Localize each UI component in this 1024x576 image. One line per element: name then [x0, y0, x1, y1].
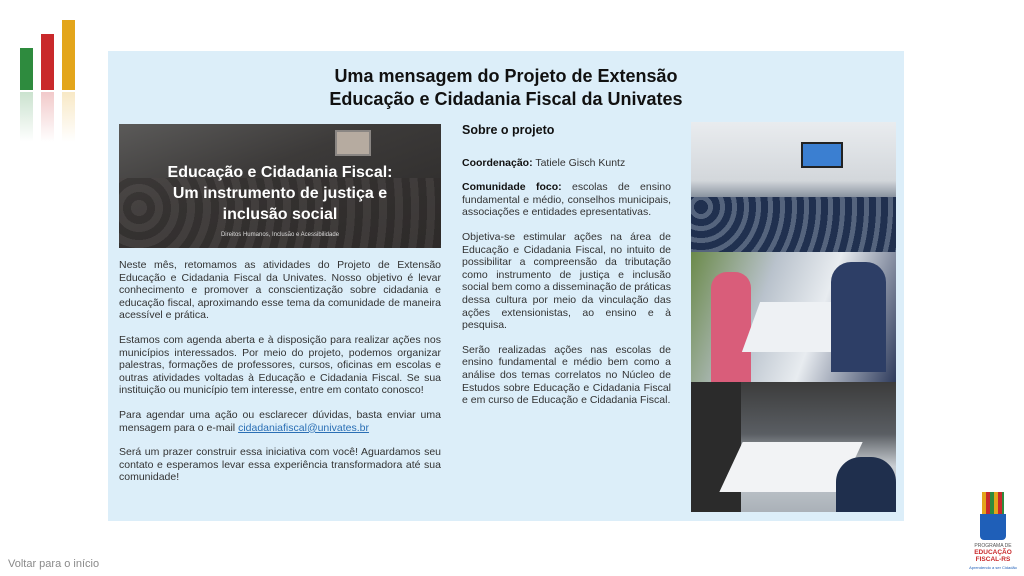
community-label: Comunidade foco: — [462, 181, 562, 194]
hero-subtitle: Direitos Humanos, Inclusão e Acessibilidade — [220, 232, 340, 238]
contact-email-link[interactable]: cidadaniafiscal@univates.br — [238, 421, 369, 434]
brand-bars-logo — [20, 10, 80, 150]
page-title — [108, 65, 904, 111]
coordination-value: Tatiele Gisch Kuntz — [532, 156, 626, 169]
intro-paragraph-2: Estamos com agenda aberta e à disposição para realizar ações nos municípios interessados. Por meio do projeto, podemos organizar palestras, formações de professores, cursos, oficinas em escolas e outras atividades voltadas à Educação e Cidadania Fiscal. Se sua instituição ou município tem interesse, entre em contato conosco! — [119, 333, 441, 397]
objective-paragraph: Objetiva-se estimular ações na área de Educação e Cidadania Fiscal, no intuito de possibilitar a compreensão da tributação como instrumento de justiça e inclusão social bem como a disseminação de práticas dessa cultura por meio da vinculação das ações extensionistas, ao ensino e à pesquisa. — [462, 230, 671, 332]
about-heading: Sobre o projeto — [462, 123, 555, 137]
student-navy-shirt — [831, 262, 886, 372]
red-bar-reflection — [41, 92, 54, 142]
projector-screen — [801, 142, 843, 168]
yellow-bar-reflection — [62, 92, 75, 142]
coordination-line — [462, 157, 671, 170]
pencil-cup-icon — [980, 514, 1006, 540]
table-work-photo — [691, 382, 896, 512]
program-logo-line-1: PROGRAMA DE — [974, 543, 1012, 549]
intro-text — [119, 259, 441, 496]
hero-banner-image — [119, 124, 441, 248]
content-panel — [108, 51, 904, 521]
actions-paragraph: Serão realizadas ações nas escolas de ensino fundamental e médio bem como a análise dos temas correlatos no Núcleo de Estudos sobre Educação e Cidadania Fiscal e em curso de Educação e Cidadania Fiscal. — [462, 343, 671, 407]
program-logo-line-2: EDUCAÇÃO FISCAL-RS — [974, 549, 1012, 563]
red-bar — [41, 34, 54, 90]
contact-text: Para agendar uma ação ou esclarecer dúvidas, basta enviar uma mensagem para o e-mail — [119, 408, 441, 434]
student-foreground — [836, 457, 896, 512]
intro-paragraph-4: Será um prazer construir essa iniciativa com você! Aguardamos seu contato e esperamos levar essa experiência transformadora até sua comunidade! — [119, 446, 441, 484]
group-activity-photo — [691, 252, 896, 382]
community-value: escolas de ensino fundamental e médio, conselhos municipais, associações e entidades epresentativas. — [462, 181, 671, 219]
hero-heading-line-2: Um instrumento de justiça e — [172, 185, 388, 202]
hero-heading-line-1: Educação e Cidadania Fiscal: — [167, 164, 393, 181]
community-line — [462, 181, 671, 219]
yellow-bar — [62, 20, 75, 90]
hero-heading-line-3: inclusão social — [222, 206, 338, 223]
back-to-start-link[interactable]: Voltar para o início — [8, 558, 100, 570]
title-line-1: Uma mensagem do Projeto de Extensão — [334, 66, 678, 86]
green-bar-reflection — [20, 92, 33, 142]
wall-frame — [335, 130, 371, 156]
students-seated — [691, 197, 896, 252]
foreground-person — [691, 382, 741, 512]
photo-collage — [691, 122, 896, 512]
about-section — [462, 124, 671, 419]
intro-paragraph-1: Neste mês, retomamos as atividades do Projeto de Extensão Educação e Cidadania Fiscal da Univates. Nosso objetivo é levar conhecimento e promover a conscientização sobre cidadania e educação fiscal, aproximando esse tema da comunidade de maneira acessível e prática. — [119, 259, 441, 322]
program-logo-line-3: Aprendendo a ser Cidadão — [969, 565, 1017, 570]
student-pink-shirt — [711, 272, 751, 382]
hero-heading — [119, 162, 441, 225]
classroom-photo — [691, 122, 896, 252]
title-line-2: Educação e Cidadania Fiscal da Univates — [329, 89, 683, 109]
green-bar — [20, 48, 33, 90]
intro-paragraph-3 — [119, 409, 441, 434]
coordination-label: Coordenação: — [462, 156, 533, 169]
program-logo — [968, 488, 1018, 572]
